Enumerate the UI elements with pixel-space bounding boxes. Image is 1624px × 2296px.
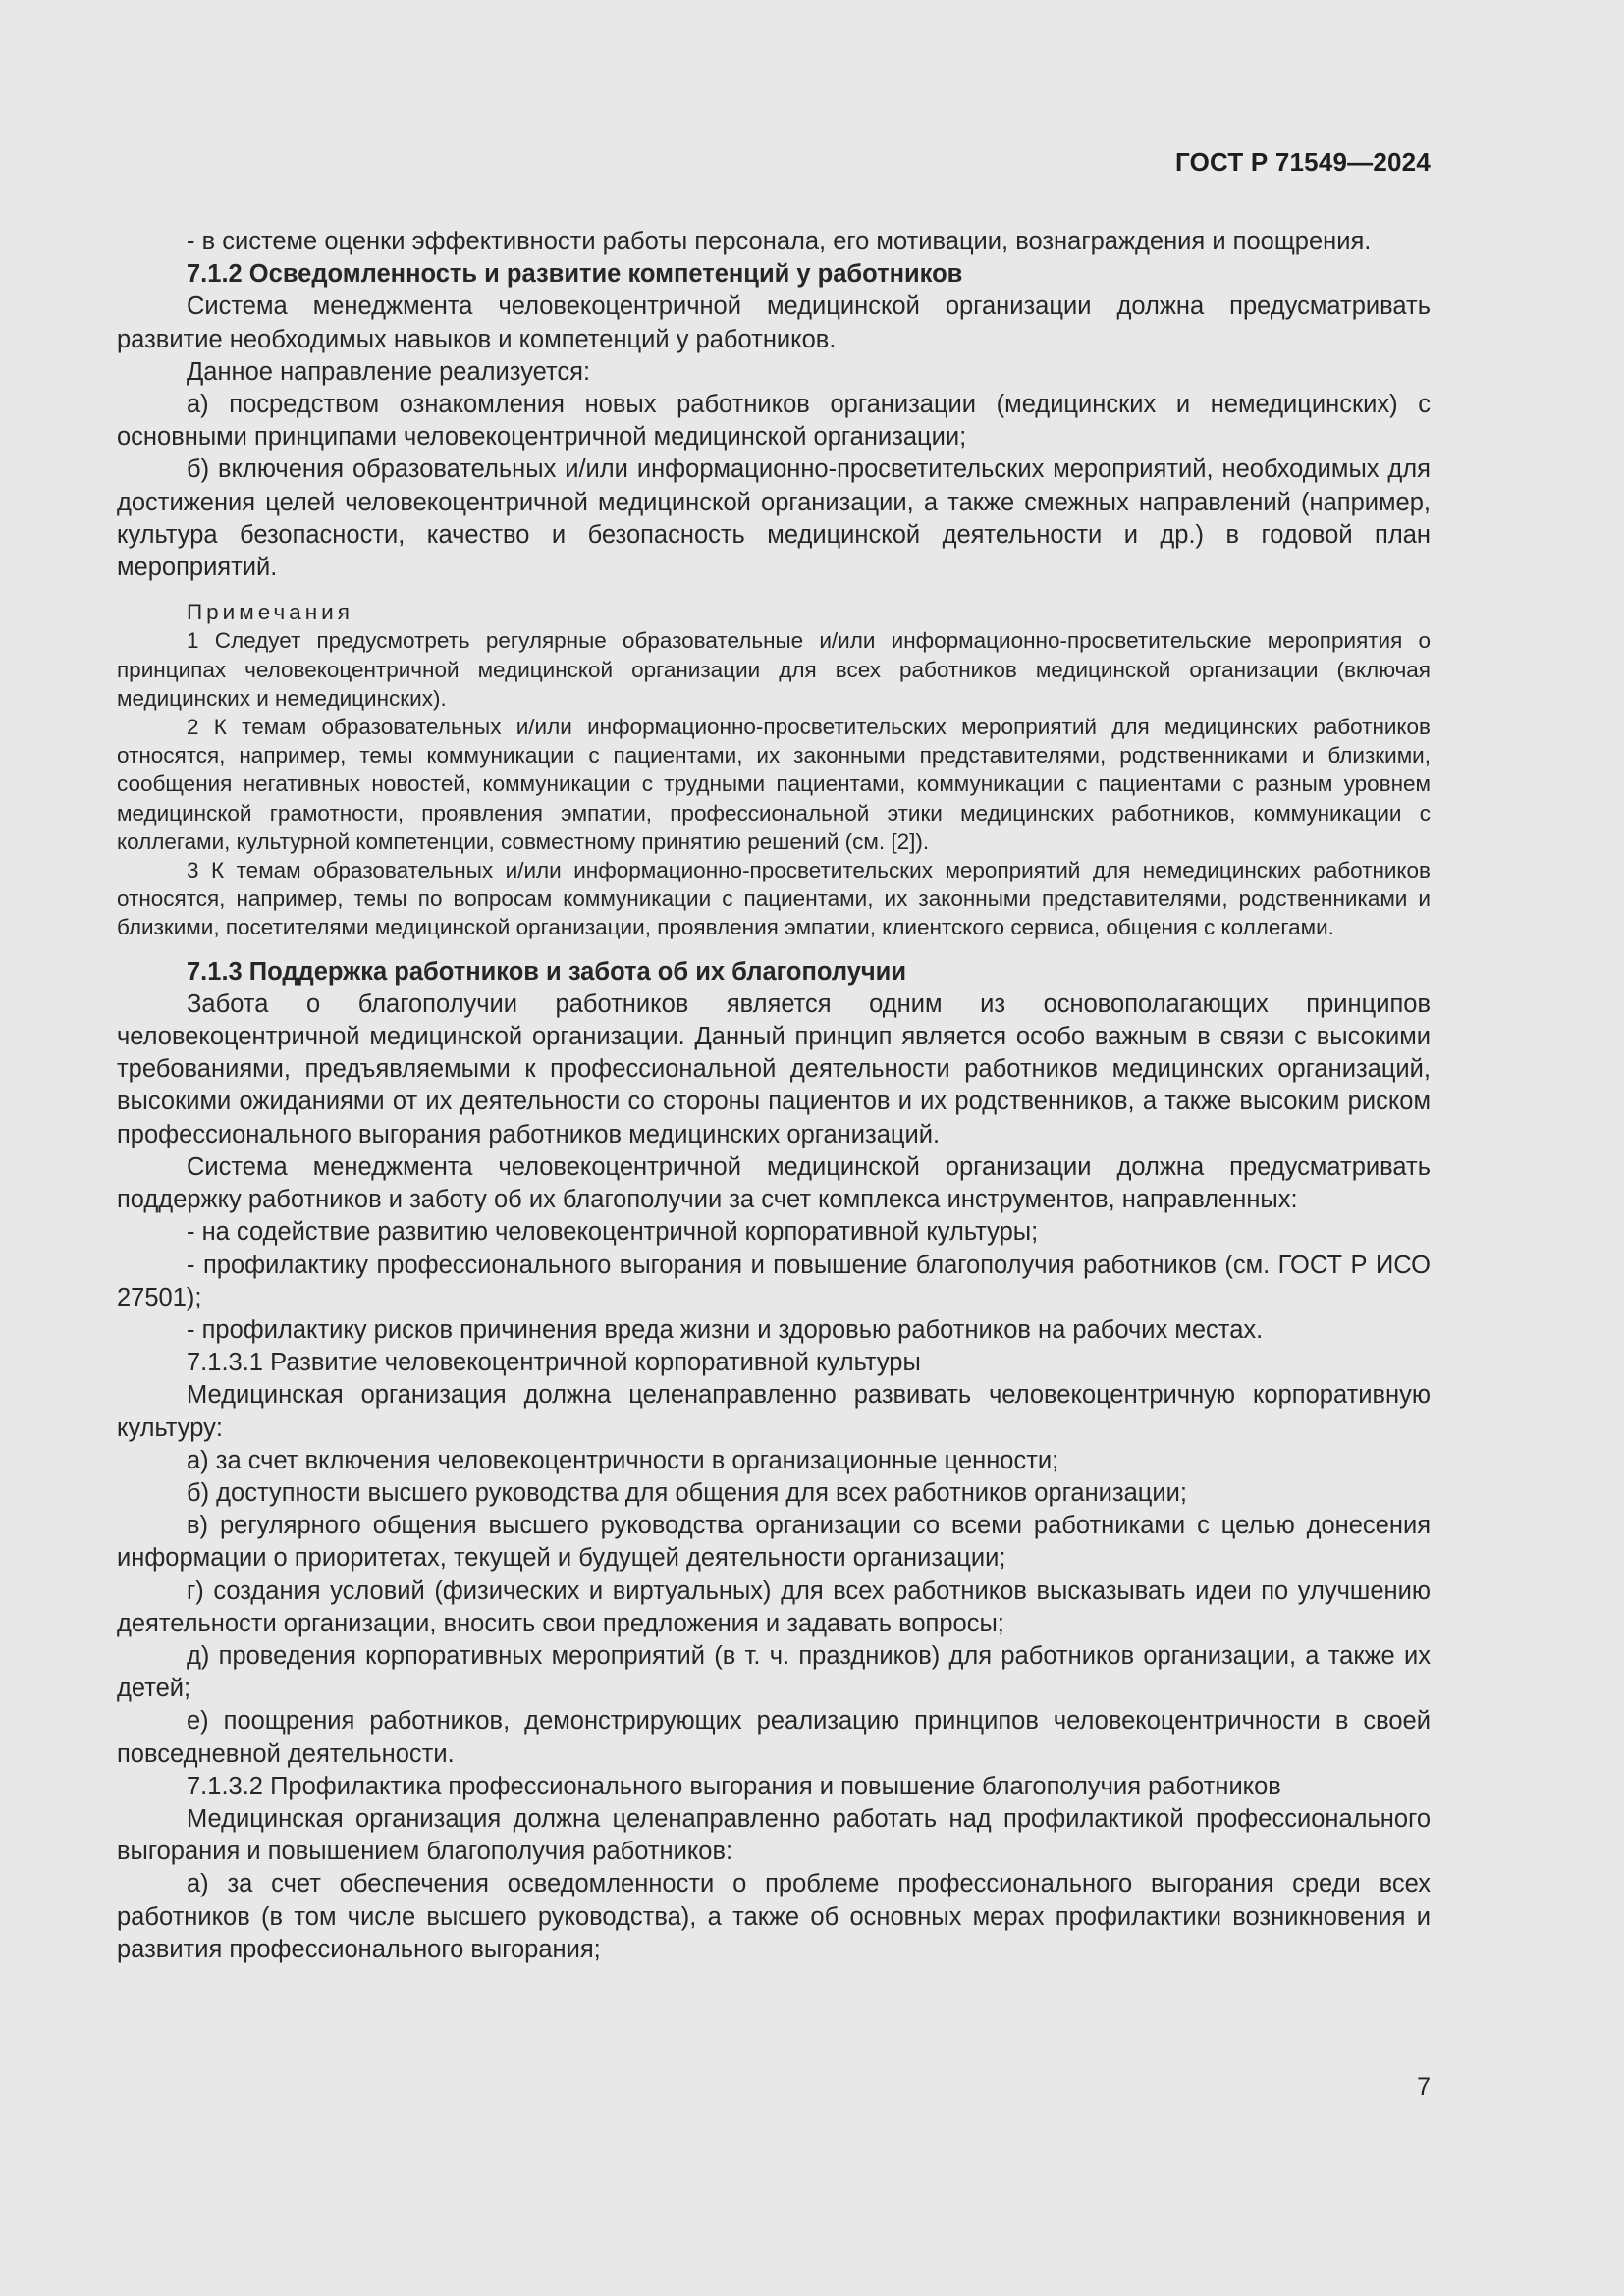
notes-title: Примечания: [187, 600, 353, 625]
section-heading-7-1-3: 7.1.3 Поддержка работников и забота об их благополучии: [187, 957, 907, 986]
list-item: д) проведения корпоративных мероприятий (в т. ч. праздников) для работников организации, а также их детей;: [117, 1641, 1431, 1703]
notes-block: [117, 598, 1431, 941]
section-heading-7-1-2: 7.1.2 Осведомленность и развитие компетенций у работников: [187, 260, 963, 289]
page-number: 7: [1417, 2073, 1431, 2101]
list-item: - профилактику профессионального выгорания и повышение благополучия работников (см. ГОСТ Р ИСО 27501);: [117, 1251, 1431, 1311]
paragraph: - в системе оценки эффективности работы персонала, его мотивации, вознаграждения и поощрения.: [187, 228, 1372, 255]
note-item: 3 К темам образовательных и/или информационно-просветительских мероприятий для немедицинских работников относятся, например, темы по вопросам коммуникации с пациентами, их законными представителями, родственниками и близкими, посетителями медицинской организации, проявления эмпатии, клиентского сервиса, общения с коллегами.: [117, 858, 1431, 940]
list-item: а) посредством ознакомления новых работников организации (медицинских и немедицинских) с основными принципами человекоцентричной медицинской организации;: [117, 391, 1431, 452]
subsection-heading-7-1-3-1: 7.1.3.1 Развитие человекоцентричной корпоративной культуры: [187, 1349, 921, 1377]
paragraph: Система менеджмента человекоцентричной медицинской организации должна предусматривать поддержку работников и заботу об их благополучии за счет комплекса инструментов, направленных:: [117, 1152, 1431, 1214]
list-item: г) создания условий (физических и виртуальных) для всех работников высказывать идеи по улучшению деятельности организации, вносить свои предложения и задавать вопросы;: [117, 1576, 1431, 1637]
list-item: б) доступности высшего руководства для общения для всех работников организации;: [187, 1478, 1187, 1507]
document-id-header: ГОСТ Р 71549—2024: [1175, 147, 1431, 177]
note-item: 2 К темам образовательных и/или информационно-просветительских мероприятий для медицинских работников относятся, например, темы коммуникации с пациентами, их законными представителями, родственниками и близкими, сообщения негативных новостей, коммуникации с трудными пациентами, коммуникации с пациентами с разным уровнем медицинской грамотности, проявления эмпатии, профессиональной этики медицинских работников, коммуникации с коллегами, культурной компетенции, совместному принятию решений (см. [2]).: [117, 715, 1431, 854]
list-item: - профилактику рисков причинения вреда жизни и здоровью работников на рабочих местах.: [187, 1315, 1264, 1344]
paragraph: Система менеджмента человекоцентричной медицинской организации должна предусматривать развитие необходимых навыков и компетенций у работников.: [117, 293, 1431, 353]
paragraph: Забота о благополучии работников является одним из основополагающих принципов человекоцентричной медицинской организации. Данный принцип является особо важным в связи с высокими требованиями, предъявляемыми к профессиональной деятельности работников медицинских организаций, высокими ожиданиями от их деятельности со стороны пациентов и их родственников, а также высоким риском профессионального выгорания работников медицинских организаций.: [117, 989, 1431, 1148]
list-item: - на содействие развитию человекоцентричной корпоративной культуры;: [187, 1218, 1039, 1247]
paragraph: Медицинская организация должна целенаправленно развивать человекоцентричную корпоративную культуру:: [117, 1381, 1431, 1442]
list-item: е) поощрения работников, демонстрирующих реализацию принципов человекоцентричности в своей повседневной деятельности.: [117, 1707, 1431, 1768]
list-item: а) за счет включения человекоцентричности в организационные ценности;: [187, 1446, 1059, 1474]
paragraph: Медицинская организация должна целенаправленно работать над профилактикой профессионального выгорания и повышением благополучия работников:: [117, 1804, 1431, 1866]
page-body: [117, 226, 1431, 1966]
list-item: б) включения образовательных и/или информационно-просветительских мероприятий, необходимых для достижения целей человекоцентричной медицинской организации, а также смежных направлений (например, культура безопасности, качество и безопасность медицинской деятельности и др.) в годовой план мероприятий.: [117, 455, 1431, 582]
subsection-heading-7-1-3-2: 7.1.3.2 Профилактика профессионального выгорания и повышение благополучия работников: [187, 1772, 1281, 1800]
paragraph: Данное направление реализуется:: [187, 357, 591, 386]
list-item: в) регулярного общения высшего руководства организации со всеми работниками с целью донесения информации о приоритетах, текущей и будущей деятельности организации;: [117, 1512, 1431, 1573]
list-item: а) за счет обеспечения осведомленности о проблеме профессионального выгорания среди всех работников (в том числе высшего руководства), а также об основных мерах профилактики возникновения и развития профессионального выгорания;: [117, 1870, 1431, 1963]
note-item: 1 Следует предусмотреть регулярные образовательные и/или информационно-просветительские мероприятия о принципах человекоцентричной медицинской организации для всех работников медицинской организации (включая медицинских и немедицинских).: [117, 628, 1431, 711]
